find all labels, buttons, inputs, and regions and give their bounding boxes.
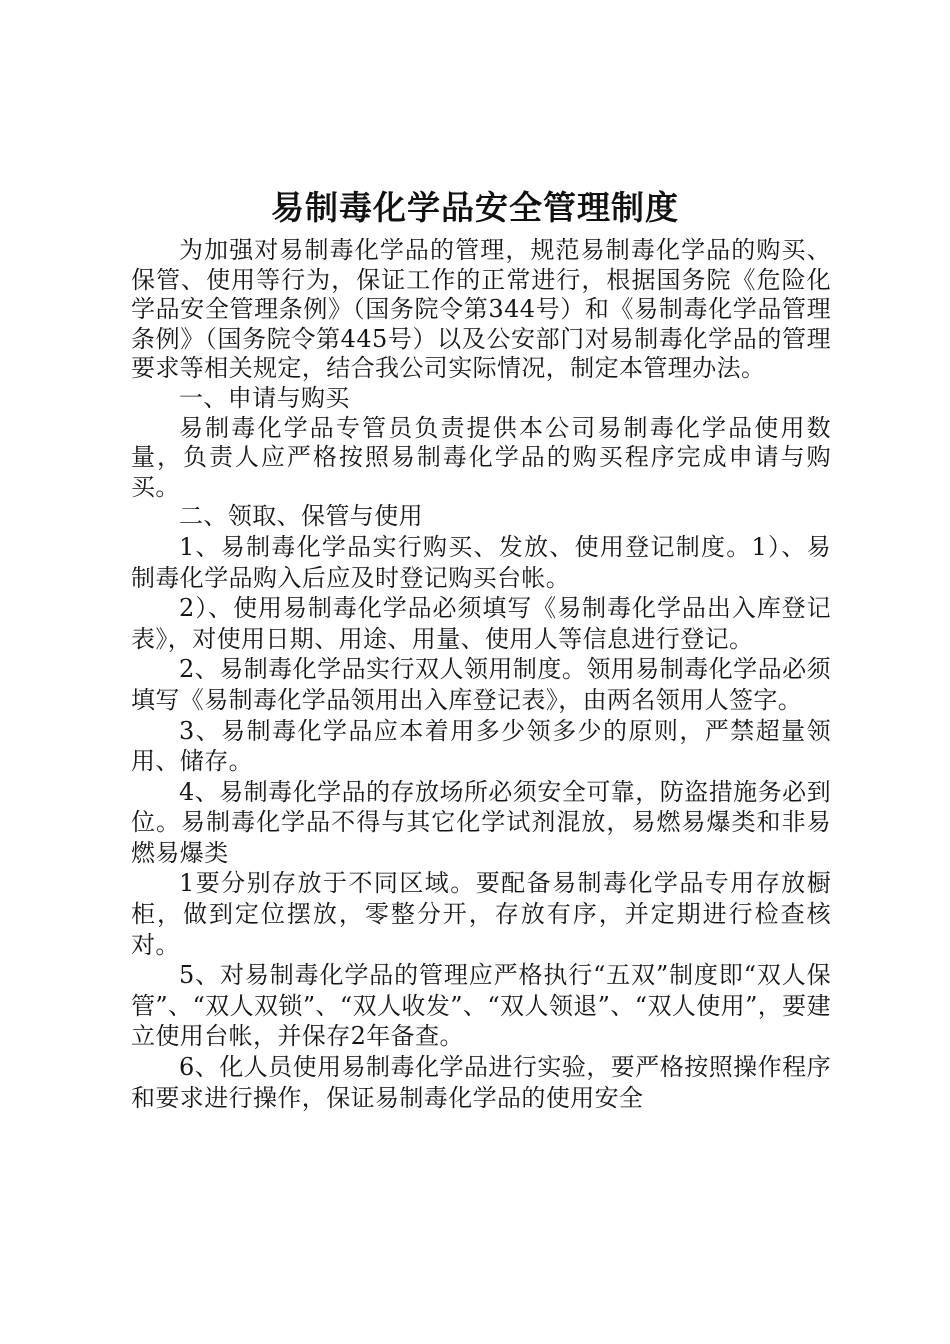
document-body: [131, 236, 831, 1113]
paragraph-item-4-continued: 1要分别存放于不同区域。要配备易制毒化学品专用存放橱柜，做到定位摆放，零整分开，存放有序，并定期进行检查核对。: [131, 869, 831, 959]
paragraph-purchase: 易制毒化学品专管员负责提供本公司易制毒化学品使用数量，负责人应严格按照易制毒化学品的购买程序完成申请与购买。: [131, 413, 831, 501]
paragraph-item-2: 2、易制毒化学品实行双人领用制度。领用易制毒化学品必须填写《易制毒化学品领用出入库登记表》，由两名领用人签字。: [131, 655, 831, 714]
paragraph-item-6: 6、化人员使用易制毒化学品进行实验，要严格按照操作程序和要求进行操作，保证易制毒化学品的使用安全: [131, 1053, 831, 1112]
document-title: 易制毒化学品安全管理制度: [271, 188, 679, 227]
paragraph-item-5: 5、对易制毒化学品的管理应严格执行“五双”制度即“双人保管”、“双人双锁”、“双人收发”、“双人领退”、“双人使用”，要建立使用台帐，并保存2年备查。: [131, 961, 831, 1051]
paragraph-item-3: 3、易制毒化学品应本着用多少领多少的原则，严禁超量领用、储存。: [131, 716, 831, 776]
paragraph-item-1: 1、易制毒化学品实行购买、发放、使用登记制度。1）、易制毒化学品购入后应及时登记购买台帐。: [131, 532, 831, 592]
paragraph-item-4: 4、易制毒化学品的存放场所必须安全可靠，防盗措施务必到位。易制毒化学品不得与其它化学试剂混放，易燃易爆类和非易燃易爆类: [131, 777, 831, 867]
section-heading-1: 一、申请与购买: [179, 383, 350, 412]
section-heading-2: 二、领取、保管与使用: [179, 502, 423, 531]
paragraph-item-1-2: 2）、使用易制毒化学品必须填写《易制毒化学品出入库登记表》，对使用日期、用途、用量、使用人等信息进行登记。: [131, 594, 831, 653]
paragraph-intro: 为加强对易制毒化学品的管理，规范易制毒化学品的购买、保管、使用等行为，保证工作的正常进行，根据国务院《危险化学品安全管理条例》（国务院令第344号）和《易制毒化学品管理条例》（国务院令第445号）以及公安部门对易制毒化学品的管理要求等相关规定，结合我公司实际情况，制定本管理办法。: [131, 236, 831, 383]
